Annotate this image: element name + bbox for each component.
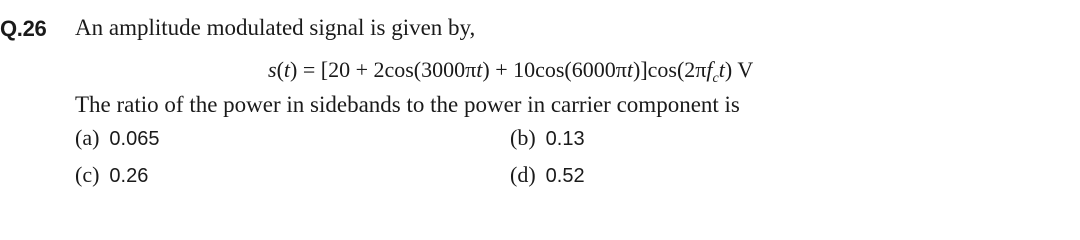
option-d[interactable] xyxy=(510,162,585,188)
eq-lhs-func: s xyxy=(268,57,277,82)
eq-f: f xyxy=(706,57,713,82)
eq-sub-c: c xyxy=(712,71,719,86)
option-d-label: (d) xyxy=(510,162,536,187)
option-a[interactable] xyxy=(75,125,159,151)
option-b-label: (b) xyxy=(510,125,536,150)
option-c[interactable] xyxy=(75,162,148,188)
eq-var2: t xyxy=(626,57,633,82)
option-c-value: 0.26 xyxy=(109,165,149,187)
eq-part4: ) V xyxy=(724,57,754,82)
question-intro: An amplitude modulated signal is given by, xyxy=(75,15,476,40)
option-a-value: 0.065 xyxy=(109,128,160,150)
option-c-label: (c) xyxy=(75,162,100,187)
question-stem: The ratio of the power in sidebands to the power in carrier component is xyxy=(75,92,740,117)
option-b[interactable] xyxy=(510,125,585,151)
option-d-value: 0.52 xyxy=(545,165,585,187)
eq-part3: )]cos(2π xyxy=(633,57,707,82)
signal-equation xyxy=(268,57,753,87)
option-b-value: 0.13 xyxy=(545,128,585,150)
eq-lhs-var: t xyxy=(283,57,291,82)
option-a-label: (a) xyxy=(75,125,100,150)
eq-var1: t xyxy=(476,57,483,82)
question-number: Q.26 xyxy=(0,16,47,41)
eq-part2: ) + 10cos(6000π xyxy=(482,57,627,82)
eq-paren-open: ( xyxy=(276,57,284,82)
eq-part1: ) = [20 + 2cos(3000π xyxy=(290,57,477,82)
eq-var3: t xyxy=(718,57,725,82)
